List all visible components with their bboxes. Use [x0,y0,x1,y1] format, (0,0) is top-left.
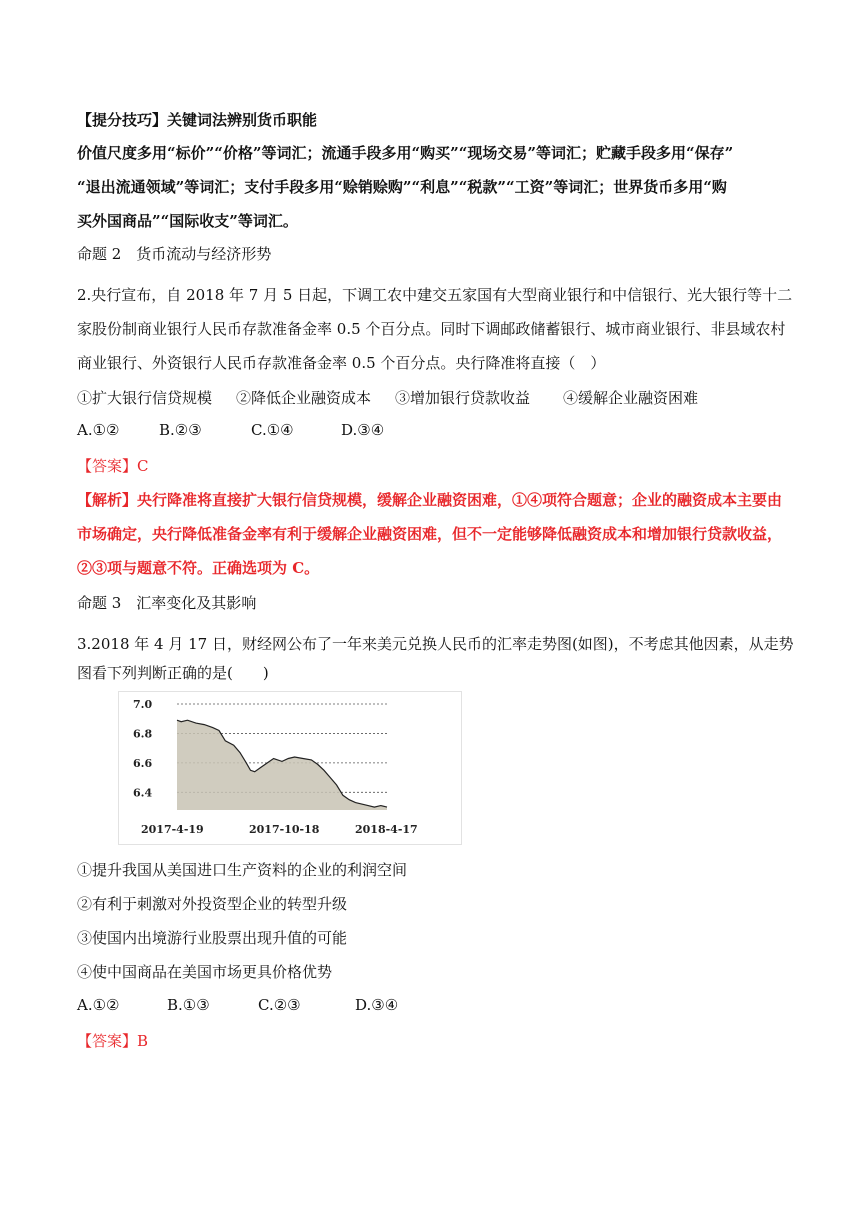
q3-stem-1: 3.2018 年 4 月 17 日，财经网公布了一年来美元兑换人民币的汇率走势图(如图)，不考虑其他因素，从走势 [77,635,794,653]
q3-choice-b: B.①③ [167,996,210,1014]
y-tick-label: 6.6 [133,756,153,770]
q2-choice-d: D.③④ [341,421,385,439]
q3-item-2: ②有利于刺激对外投资型企业的转型升级 [77,895,348,913]
q2-stem-1: 2.央行宣布，自 2018 年 7 月 5 日起，下调工农中建交五家国有大型商业银行和中信银行、光大银行等十二 [77,286,793,304]
q2-analysis-1: 【解析】央行降准将直接扩大银行信贷规模，缓解企业融资困难，①④项符合题意；企业的融资成本主要由 [77,491,783,509]
y-tick-label: 6.4 [133,786,153,800]
q2-choice-b: B.②③ [159,421,202,439]
q2-item-2: ②降低企业融资成本 [236,389,372,407]
q3-item-3: ③使国内出境游行业股票出现升值的可能 [77,929,348,947]
q3-choice-a: A.①② [77,996,120,1014]
exchange-rate-chart [118,691,462,845]
tip-line-1: 价值尺度多用“标价”“价格”等词汇；流通手段多用“购买”“现场交易”等词汇；贮藏手段多用“保存” [77,144,734,162]
q3-choice-d: D.③④ [355,996,399,1014]
q2-item-4: ④缓解企业融资困难 [563,389,699,407]
tip-heading: 【提分技巧】关键词法辨别货币职能 [77,111,318,129]
q3-answer: 【答案】B [77,1032,149,1050]
tip-line-2: “退出流通领域”等词汇；支付手段多用“赊销赊购”“利息”“税款”“工资”等词汇；世界货币多用“购 [77,178,727,196]
q2-stem-2: 家股份制商业银行人民币存款准备金率 0.5 个百分点。同时下调邮政储蓄银行、城市商业银行、非县域农村 [77,320,786,338]
q3-topic: 命题 3 汇率变化及其影响 [77,594,257,612]
chart-x-ticks [141,823,418,836]
y-tick-label: 7.0 [133,698,153,711]
x-tick-label: 2018-4-17 [355,823,418,836]
x-tick-label: 2017-4-19 [141,823,204,836]
q3-stem-2: 图看下列判断正确的是( ) [77,664,269,682]
chart-y-ticks [133,698,152,799]
q2-analysis-2: 市场确定，央行降低准备金率有利于缓解企业融资困难，但不一定能够降低融资成本和增加银行贷款收益， [77,525,783,543]
q2-item-1: ①扩大银行信贷规模 [77,389,213,407]
q3-choice-c: C.②③ [258,996,301,1014]
q2-analysis-3: ②③项与题意不符。正确选项为 C。 [77,559,320,577]
q2-topic: 命题 2 货币流动与经济形势 [77,245,272,263]
q2-choice-a: A.①② [77,421,120,439]
q3-item-1: ①提升我国从美国进口生产资料的企业的利润空间 [77,861,408,879]
y-tick-label: 6.8 [133,727,153,741]
q2-choice-c: C.①④ [251,421,294,439]
q2-item-3: ③增加银行贷款收益 [395,389,531,407]
tip-line-3: 买外国商品”“国际收支”等词汇。 [77,212,298,230]
exchange-rate-chart-svg [119,692,461,844]
x-tick-label: 2017-10-18 [249,823,320,836]
q2-stem-3: 商业银行、外资银行人民币存款准备金率 0.5 个百分点。央行降准将直接（ ） [77,354,606,372]
q3-item-4: ④使中国商品在美国市场更具价格优势 [77,963,333,981]
q2-answer: 【答案】C [77,457,149,475]
